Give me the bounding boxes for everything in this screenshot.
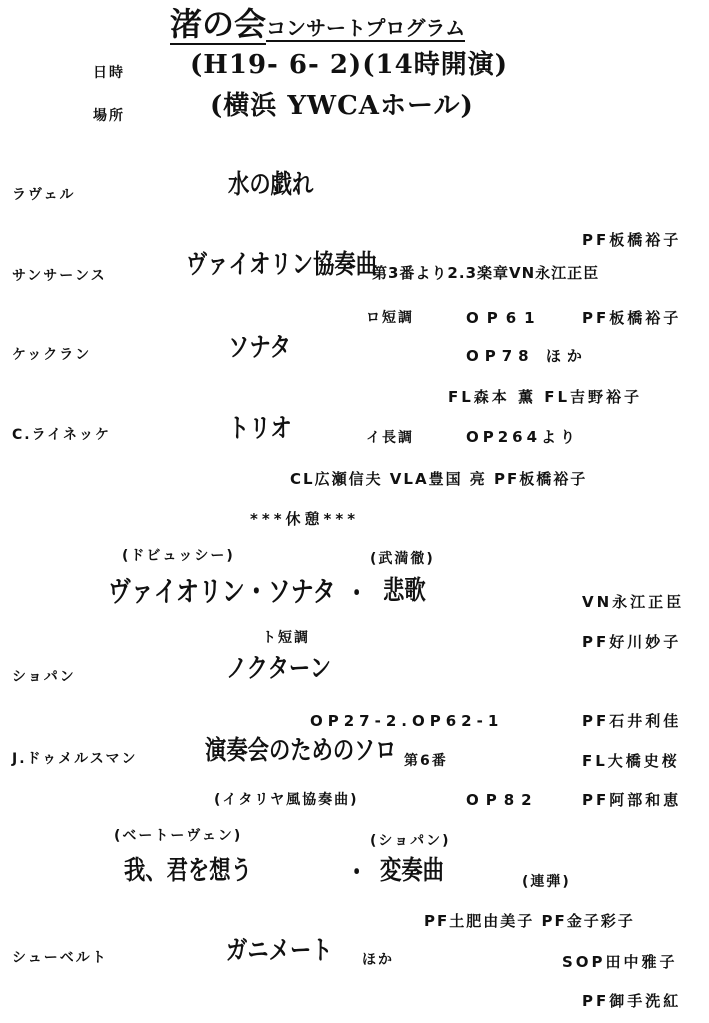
composer-takemitsu: (武満徹) [370, 551, 435, 567]
intermission: ***休憩*** [250, 510, 360, 528]
work-beethoven: 我、君を想う [124, 856, 252, 886]
work-chopin: ノクターン [226, 654, 332, 684]
performer-ravel: PF板橋裕子 [582, 231, 682, 249]
date-label: 日時 [93, 65, 125, 81]
date-value: (H19- 6- 2)(14時開演) [190, 50, 509, 80]
performer-saintsaens: PF板橋裕子 [582, 309, 682, 327]
note-duet: (連弾) [522, 874, 571, 890]
work-schubert: ガニメート [226, 936, 333, 966]
composer-beethoven: (ベートーヴェン) [114, 828, 243, 844]
composer-ravel: ラヴェル [12, 187, 76, 203]
work-koechlin: ソナタ [228, 333, 291, 363]
work-variations: 変奏曲 [380, 856, 444, 886]
work-debussy: ヴァイオリン・ソナタ [108, 575, 336, 608]
composer-koechlin: ケックラン [12, 347, 92, 363]
composer-schubert: シューベルト [12, 950, 108, 966]
place-label: 場所 [93, 108, 125, 124]
performer-debussy-pf: PF好川妙子 [582, 633, 682, 651]
performer-chopin: PF石井利佳 [582, 712, 682, 730]
performer-schubert-sop: SOP田中雅子 [562, 953, 678, 971]
performer-schubert-pf: PF御手洗紅 [582, 992, 682, 1010]
performer-demersseman-fl: FL大橋史桜 [582, 752, 680, 770]
performers-reinecke: CL広瀬信夫 VLA豊国 亮 PF板橋裕子 [290, 470, 588, 488]
concert-title [170, 5, 466, 43]
composer-reinecke: C.ライネッケ [12, 427, 112, 443]
composer-debussy: (ドビュッシー) [122, 548, 235, 564]
extra-schubert: ほか [362, 952, 394, 968]
composer-demersseman: J.ドゥメルスマン [12, 751, 138, 767]
opus-reinecke: OP264より [466, 428, 580, 446]
key-reinecke: イ長調 [366, 430, 414, 446]
work-takemitsu: 悲歌 [383, 576, 426, 606]
composer-saintsaens: サンサーンス [12, 268, 107, 284]
work-demersseman: 演奏会のためのソロ [205, 736, 397, 766]
title-sub: コンサートプログラム [266, 16, 466, 40]
key-debussy: ト短調 [262, 630, 310, 646]
performers-koechlin: FL森本 薫 FL吉野裕子 [448, 388, 643, 406]
work-saintsaens: ヴァイオリン協奏曲 [186, 250, 378, 280]
dot-beethoven: ・ [346, 858, 368, 888]
work-ravel: 水の戯れ [228, 170, 314, 200]
subtitle-demersseman: (イタリヤ風協奏曲) [214, 792, 359, 808]
title-main: 渚の会 [170, 5, 267, 43]
performer-demersseman-pf: PF阿部和恵 [582, 791, 682, 809]
performer-debussy-vn: VN永江正臣 [582, 593, 685, 611]
opus-demersseman: OP82 [466, 791, 539, 809]
detail-saintsaens: 第3番より2.3楽章VN永江正臣 [372, 264, 600, 282]
performers-beethoven: PF土肥由美子 PF金子彩子 [424, 912, 635, 930]
composer-chopin: ショパン [12, 669, 76, 685]
opus-koechlin: OP78 ほか [466, 347, 588, 365]
place-value: (横浜 YWCAホール) [210, 91, 474, 121]
opus-chopin: OP27-2.OP62-1 [310, 712, 504, 730]
work-reinecke: トリオ [228, 414, 292, 444]
dot-debussy: ・ [346, 579, 368, 609]
number-demersseman: 第6番 [404, 753, 448, 769]
opus-saintsaens: OP61 [466, 309, 543, 327]
composer-chopin2: (ショパン) [370, 833, 451, 849]
key-saintsaens: ロ短調 [366, 310, 414, 326]
